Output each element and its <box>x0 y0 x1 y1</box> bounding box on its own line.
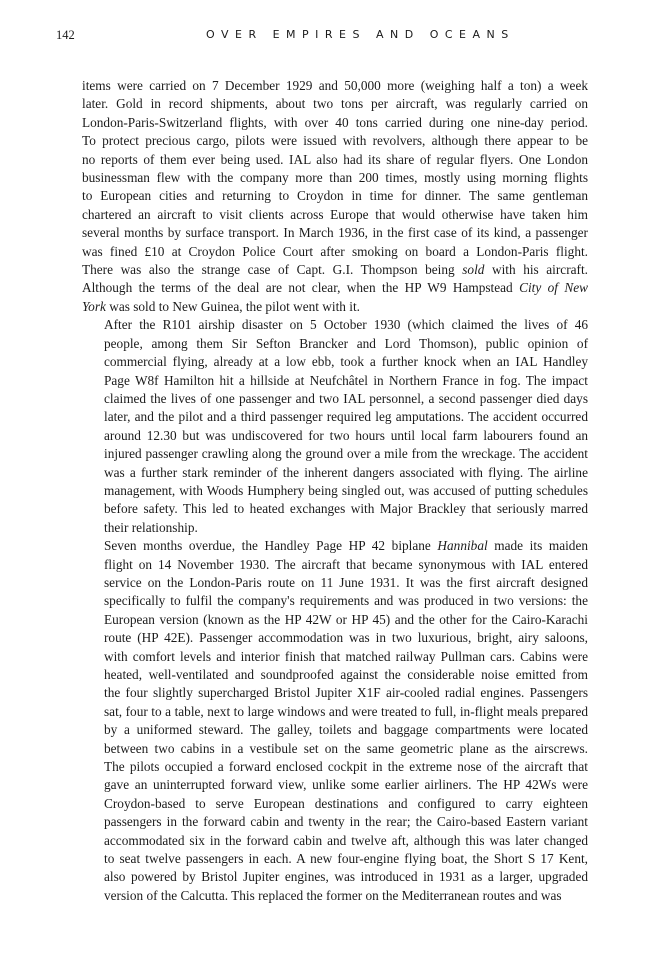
text-line: before safety. This led to heated exchanges with Major Brackley that seriously marred <box>104 501 588 517</box>
text-line: claimed the lives of one passenger and two IAL personnel, a second passenger died days <box>104 390 588 406</box>
text-line: by a uniformed steward. The galley, toilets and baggage compartments were located <box>104 722 588 738</box>
paragraph <box>82 77 588 316</box>
text-line: to seat twelve passengers in each. A new four-engine flying boat, the Short S 17 Kent, <box>104 851 588 867</box>
text-line: London-Paris-Switzerland flights, with over 40 tons carried during one nine-day period. <box>82 114 588 130</box>
text-line: There was also the strange case of Capt. G.I. Thompson being sold with his aircraft. <box>82 262 588 278</box>
text-line: their relationship. <box>104 519 198 535</box>
text-line: was a further stark reminder of the inherent dangers associated with flying. The airline <box>104 464 588 480</box>
paragraph <box>82 316 588 537</box>
text-line: around 12.30 but was undiscovered for two hours until local farm labourers found an <box>104 427 588 443</box>
text-line: Page W8f Hamilton hit a hillside at Neufchâtel in Northern France in fog. The impact <box>104 372 588 388</box>
text-line: injured passenger crawling along the ground over a mile from the wreckage. The accident <box>104 446 588 462</box>
page-header <box>56 28 588 46</box>
text-line: flight on 14 November 1930. The aircraft that became synonymous with IAL entered <box>104 556 588 572</box>
text-line: to European cities and returning to Croydon in time for dinner. The same gentleman <box>82 188 588 204</box>
text-line: route (HP 42E). Passenger accommodation was in two luxurious, bright, airy saloons, <box>104 630 588 646</box>
text-line: several months by surface transport. In March 1936, in the first case of its kind, a passenger <box>82 225 588 241</box>
text-line: chartered an aircraft to visit clients across Europe that would otherwise have taken him <box>82 206 588 222</box>
text-line: people, among them Sir Sefton Brancker and Lord Thomson), public opinion of <box>104 335 588 351</box>
text-line: Although the terms of the deal are not clear, when the HP W9 Hampstead City of New <box>82 280 588 296</box>
text-line: Seven months overdue, the Handley Page HP 42 biplane Hannibal made its maiden <box>104 538 588 554</box>
italic-text: Hannibal <box>437 538 488 554</box>
text-line: management, with Woods Humphery being singled out, was accused of putting schedules <box>104 482 588 498</box>
text-line: commercial flying, already at a low ebb, took a further knock when an IAL Handley <box>104 354 588 370</box>
italic-text: City of New <box>519 280 588 296</box>
text-line: gave an uninterrupted forward view, unlike some earlier airliners. The HP 42Ws were <box>104 777 588 793</box>
text-line: items were carried on 7 December 1929 and 50,000 more (weighing half a ton) a week <box>82 78 588 93</box>
text-line: between two cabins in a vestibule set on the same geometric plane as the airscrews. <box>104 740 588 756</box>
text-line: later, and the pilot and a third passenger required leg amputations. The accident occurred <box>104 409 588 425</box>
text-line: the four slightly supercharged Bristol Jupiter X1F air-cooled radial engines. Passengers <box>104 685 588 701</box>
text-line: service on the London-Paris route on 11 June 1931. It was the first aircraft designed <box>104 574 588 590</box>
text-line: specifically to fulfil the company's requirements and was produced in two versions: the <box>104 593 588 609</box>
text-line: later. Gold in record shipments, about two tons per aircraft, was regularly carried on <box>82 96 588 112</box>
body-text <box>82 77 588 905</box>
text-line: with comfort levels and interior finish that matched railway Pullman cars. Cabins were <box>104 648 588 664</box>
text-line: After the R101 airship disaster on 5 October 1930 (which claimed the lives of 46 <box>104 317 588 333</box>
text-line: European version (known as the HP 42W or HP 45) and the other for the Cairo-Karachi <box>104 611 588 627</box>
running-title: OVER EMPIRES AND OCEANS <box>206 28 515 41</box>
page-number: 142 <box>56 28 75 42</box>
text-line: sat, four to a table, next to large windows and were treated to full, in-flight meals prepared <box>104 703 588 719</box>
text-line: York was sold to New Guinea, the pilot went with it. <box>82 298 360 314</box>
text-line: no reports of them ever being used. IAL also had its share of regular flyers. One London <box>82 151 588 167</box>
text-line: was fined £10 at Croydon Police Court after smoking on board a London-Paris flight. <box>82 243 588 259</box>
text-line: Croydon-based to serve European destinations and configured to carry eighteen <box>104 795 588 811</box>
paragraph <box>82 537 588 905</box>
text-line: passengers in the forward cabin and twenty in the rear; the Cairo-based Eastern variant <box>104 814 588 830</box>
italic-text: sold <box>462 262 485 278</box>
text-line: heated, well-ventilated and soundproofed against the considerable noise emitted from <box>104 667 588 682</box>
text-line: accommodated six in the forward cabin and twelve aft, although this was later changed <box>104 832 588 848</box>
italic-text: York <box>82 298 106 314</box>
text-line: To protect precious cargo, pilots were issued with revolvers, although there appear to be <box>82 133 588 149</box>
text-line: businessman flew with the company more than 200 times, mostly using morning flights <box>82 170 588 186</box>
text-line: The pilots occupied a forward enclosed cockpit in the extreme nose of the aircraft that <box>104 759 588 775</box>
text-line: version of the Calcutta. This replaced the former on the Mediterranean routes and was <box>104 887 562 903</box>
text-line: also powered by Bristol Jupiter engines, was introduced in 1931 as a larger, upgraded <box>104 869 588 885</box>
